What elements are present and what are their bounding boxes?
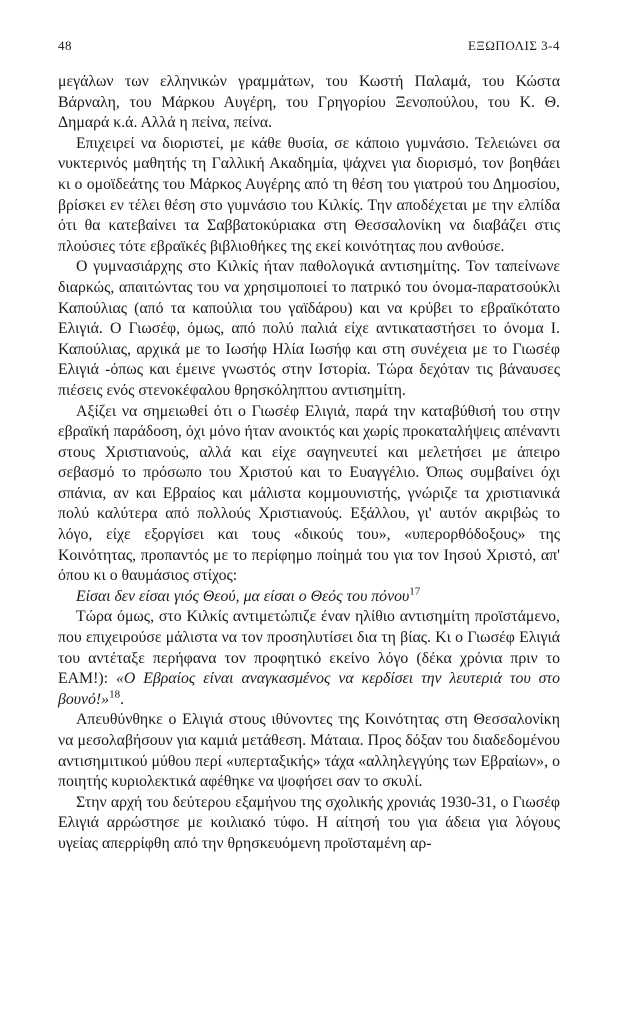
running-title: ΕΞΩΠΟΛΙΣ 3-4 [467,38,560,53]
page-header [58,38,560,60]
paragraph-1: μεγάλων των ελληνικών γραμμάτων, του Κωστή Παλαμά, του Κώστα Βάρναλη, του Μάρκου Αυγέρη, του Γρηγορίου Ξενοπούλου, του Κ. Θ. Δημαρά κ.ά. Αλλά η πείνα, πείνα. [58,73,560,132]
paragraph-5-quote: «Ο Εβραίος είναι αναγκασμένος να κερδίσει την λευτεριά του στο βουνό!» [58,670,560,708]
paragraph-5 [58,607,560,710]
footnote-ref-18: 18 [109,688,121,701]
paragraph-3: Ο γυμνασιάρχης στο Κιλκίς ήταν παθολογικά αντισημίτης. Τον ταπείνωνε διαρκώς, απαιτώντας του να χρησιμοποιεί το πατρικό του όνομα-παρατσούκλι Καπούλιας (από τα καπούλια του γαϊδάρου) και να κρύβει το εβραϊκότατο Ελιγιά. Ο Γιωσέφ, όμως, από πολύ παλιά είχε αντικαταστήσει το όνομα Ι. Καπούλιας, αρχικά με το Ιωσήφ Ηλία Ιωσήφ και στη συνέχεια με το Γιωσέφ Ελιγιά -όπως και έμεινε γνωστός στην Ιστορία. Τώρα δεχόταν τις βάναυσες πιέσεις ενός στενοκέφαλου θρησκόληπτου αντισημίτη. [58,258,560,399]
paragraph-5-end: . [120,690,125,708]
paragraph-5-text: Τώρα όμως, στο Κιλκίς αντιμετώπιζε έναν ηλίθιο αντισημίτη προϊστάμενο, που επιχειρούσε μάλιστα να τον προσηλυτίσει δια τη βίας. Κι ο Γιωσέφ Ελιγιά του αντέταξε περήφανα τον προφητικό εκείνο λόγο (δέκα χρόνια πριν το ΕΑΜ!): [58,608,560,688]
page-body [58,72,560,855]
paragraph-2: Επιχειρεί να διοριστεί, με κάθε θυσία, σε κάποιο γυμνάσιο. Τελειώνει σα νυκτερινός μαθητής τη Γαλλική Ακαδημία, ψάχνει για διορισμό, τον βοηθάει κι ο ομοϊδεάτης του Μάρκος Αυγέρης από τη θέση του γιατρού του Δημοσίου, βρίσκει εν τέλει θέση στο γυμνάσιο του Κιλκίς. Την αποδέχεται με την ελπίδα ότι θα κατεβαίνει τα Σαββατοκύριακα στη Θεσσαλονίκη να διαβάζει στις πλούσιες τότε εβραϊκές βιβλιοθήκες της εκεί κοινότητας που ανθούσε. [58,134,560,255]
paragraph-6: Απευθύνθηκε ο Ελιγιά στους ιθύνοντες της Κοινότητας στη Θεσσαλονίκη να μεσολαβήσουν για καμιά μετάθεση. Μάταια. Προς δόξαν του διαδεδομένου αντισημιτικού μύθου περί «υπερταξικής» τάχα «αλληλεγγύης των Εβραίων», ο ποιητής κυριολεκτικά αφέθηκε να ψοφήσει σαν το σκυλί. [58,711,560,791]
verse-text: Είσαι δεν είσαι γιός Θεού, μα είσαι ο Θεός του πόνου [76,587,410,605]
footnote-ref-17: 17 [409,585,421,598]
page-number: 48 [58,38,72,53]
verse-quote [58,587,560,608]
paragraph-4: Αξίζει να σημειωθεί ότι ο Γιωσέφ Ελιγιά, παρά την καταβύθισή του στην εβραϊκή παράδοση, όχι μόνο ήταν ανοικτός και χωρίς προκαταλήψεις απέναντι στους Χριστιανούς, αλλά και είχε σαγηνευτεί και μελετήσει με άπειρο σεβασμό το πρόσωπο του Χριστού και το Ευαγγέλιο. Όπως συμβαίνει όχι σπάνια, αν και Εβραίος και μάλιστα κομμουνιστής, γνώριζε τα χριστιανικά πολύ καλύτερα από πολλούς Χριστιανούς. Εξάλλου, γι' αυτόν ακριβώς το λόγο, είχε εξοργίσει και τους «δικούς του», «υπερορθόδοξους» της Κοινότητας, προπαντός με το περίφημο ποίημά του για τον Ιησού Χριστό, απ' όπου κι ο θαυμάσιος στίχος: [58,402,560,585]
paragraph-7: Στην αρχή του δεύτερου εξαμήνου της σχολικής χρονιάς 1930-31, ο Γιωσέφ Ελιγιά αρρώστησε με κοιλιακό τύφο. Η αίτησή του για άδεια για λόγους υγείας απερρίφθη από την θρησκευόμενη προϊσταμένη αρ- [58,793,560,852]
